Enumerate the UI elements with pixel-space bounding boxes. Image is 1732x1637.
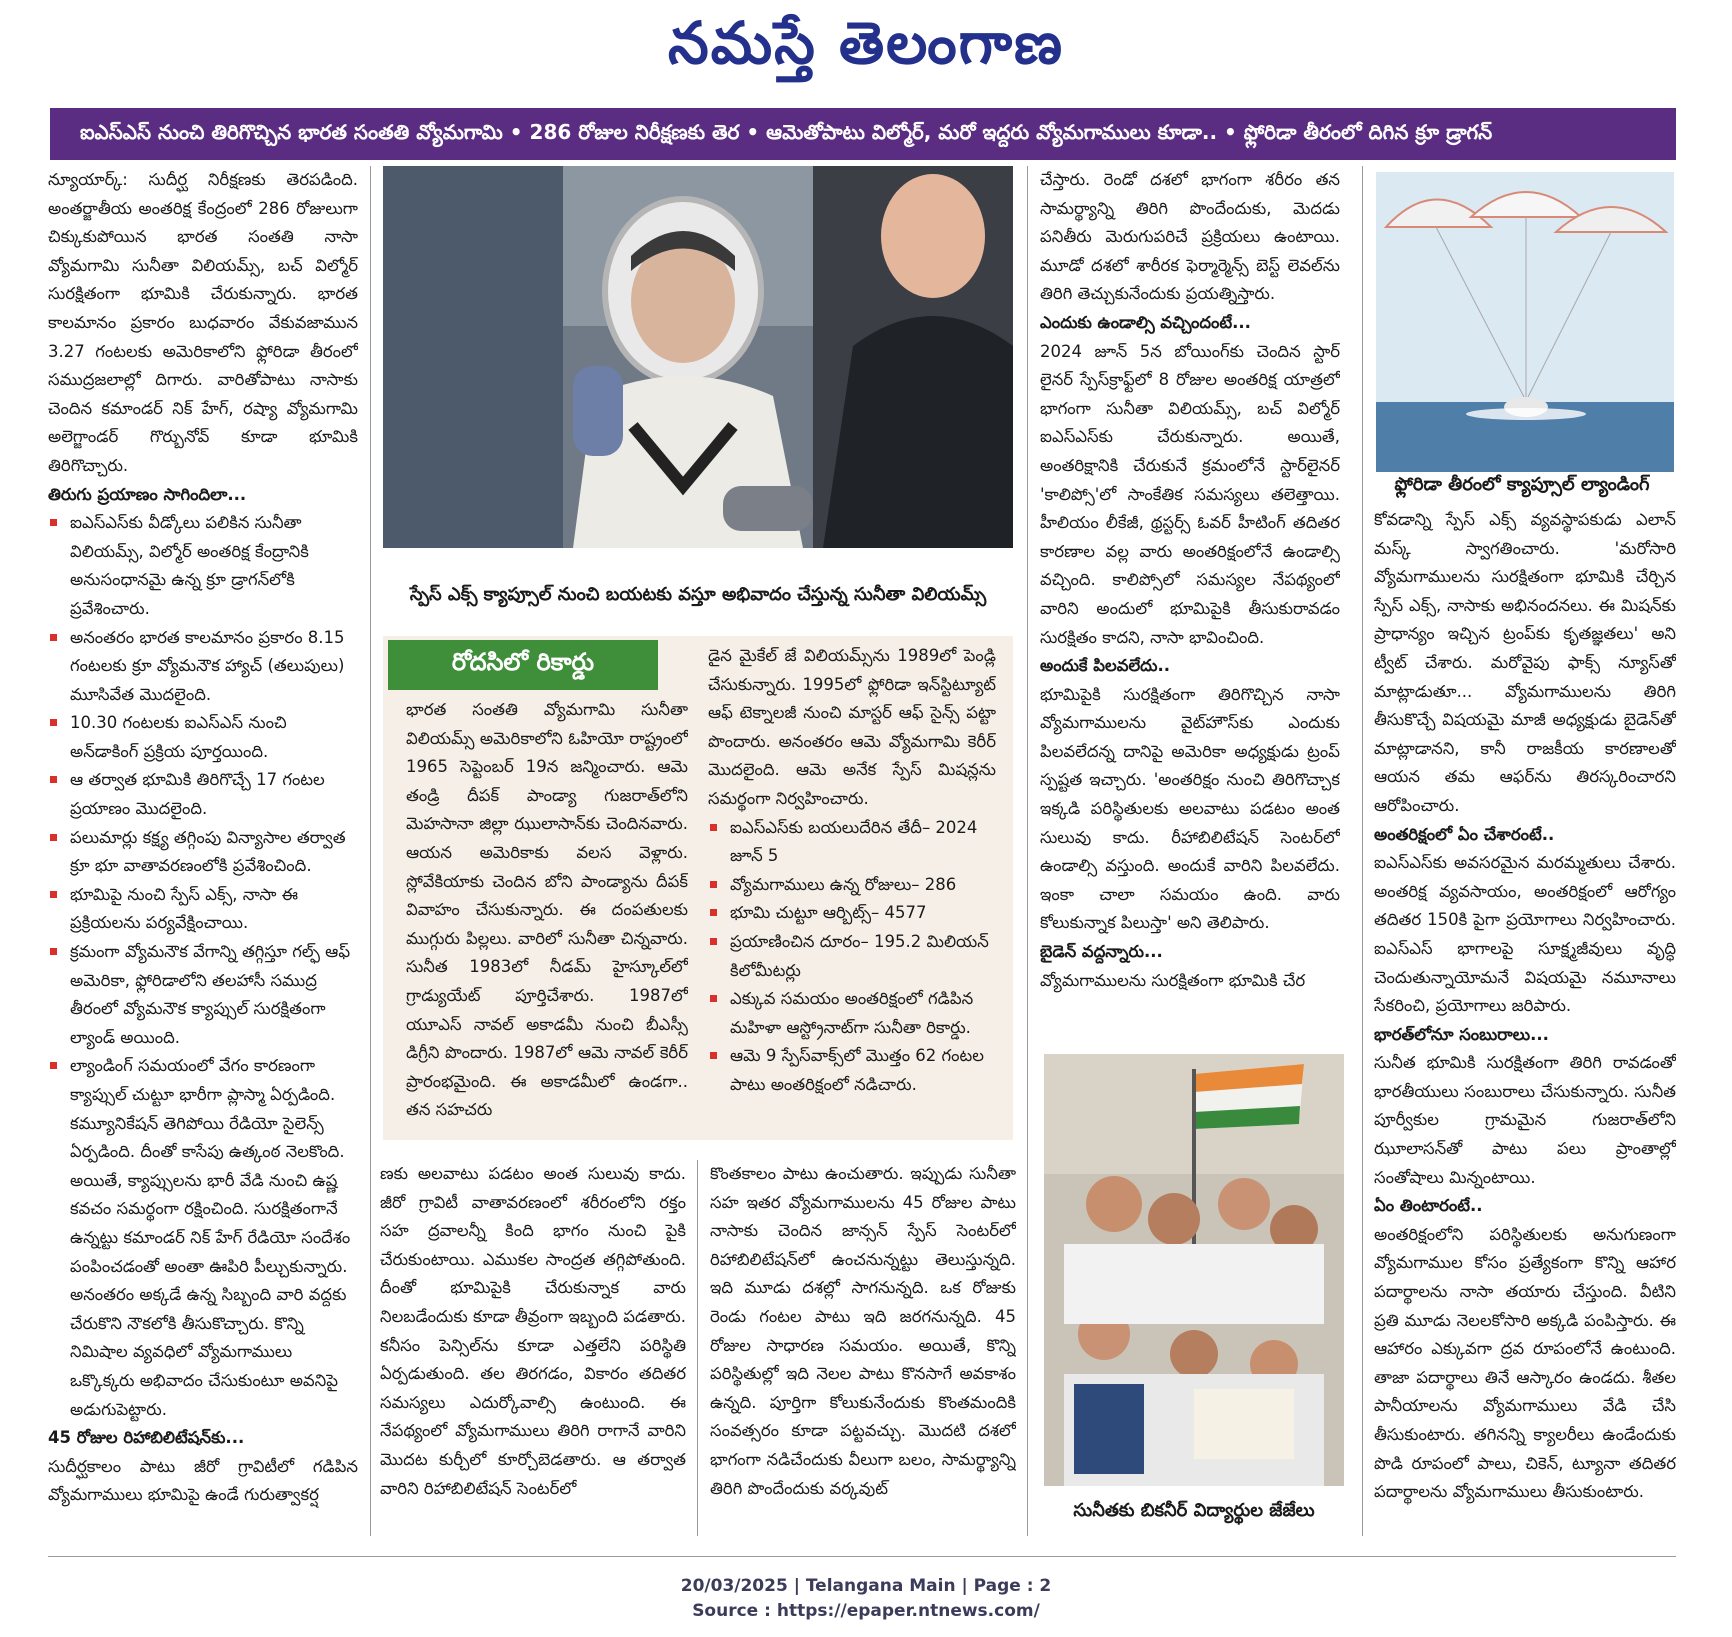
subhead-work-in-space: అంతరిక్షంలో ఏం చేశారంటే..	[1374, 824, 1555, 844]
paragraph: కొంతకాలం పాటు ఉంచుతారు. ఇప్పుడు సునీతా సహ ఇతర వ్యోమగాములను 45 రోజుల పాటు నాసాకు చెందిన జాన్సన్ స్పేస్ సెంటర్‌లో రిహాబిలిటేషన్‌లో ఉంచనున్నట్టు తెలుస్తున్నది. ఇది మూడు దశల్లో సాగనున్నది. ఒక రోజుకు రెండు గంటల పాటు ఇది జరగనున్నది. 45 రోజుల సాధారణ సమయం. అయితే, కొన్ని పరిస్థితుల్లో ఇది నెలల పాటు కొనసాగే అవకాశం ఉన్నది. పూర్తిగా కోలుకునేందుకు కొంతమందికి సంవత్సరం కూడా పట్టవచ్చు. మొదటి దశలో భాగంగా నడిచేందుకు వీలుగా బలం, సామర్థ్యాన్ని తిరిగి పొందేందుకు వర్కవుట్	[710, 1164, 1016, 1498]
list-item: ప్రయాణించిన దూరం– 195.2 మిలియన్ కిలోమీటర్లు	[708, 928, 996, 985]
list-item: ల్యాండింగ్ సమయంలో వేగం కారణంగా క్యాప్సుల్ చుట్టూ భారీగా ప్లాస్మా ఏర్పడింది. కమ్యూనికేషన్ తెగిపోయి రేడియో సైలెన్స్ ఏర్పడింది. దీంతో కాసేపు ఉత్కంఠ నెలకొంది. అయితే, క్యాప్సులను భారీ వేడి నుంచి ఉష్ణ కవచం సమర్థంగా రక్షించింది. సురక్షితంగానే ఉన్నట్టు కమాండర్ నిక్ హేగ్ రేడియో సందేశం పంపించడంతో అంతా ఊపిరి పీల్చుకున్నారు. అనంతరం అక్కడే ఉన్న సిబ్బంది వారి వద్దకు చేరుకొని నౌకలోకి తీసుకొచ్చారు. కొన్ని నిమిషాల వ్యవధిలో వ్యోమగాములు ఒక్కొక్కరు అభివాదం చేసుకుంటూ అవనిపై అడుగుపెట్టారు.	[48, 1052, 358, 1424]
paragraph: అంతరిక్షంలోని పరిస్థితులకు అనుగుణంగా వ్యోమగాముల కోసం ప్రత్యేకంగా కొన్ని ఆహార పదార్థాలను నాసా తయారు చేస్తుంది. వీటిని ప్రతి మూడు నెలలకోసారి అక్కడి పంపిస్తారు. ఈ ఆహారం ఎక్కువగా ద్రవ రూపంలోనే ఉంటుంది. తాజా పదార్థాలు తినే ఆస్కారం ఉండదు. శీతల పానీయాలను వ్యోమగాములు వేడి చేసి తీసుకుంటారు. తగినన్ని క్యాలరీలు ఉండేందుకు పొడి రూపంలో పాలు, చికెన్, ట్యూనా తదితర పదార్థాలను వ్యోమగాములు తీసుకుంటారు.	[1374, 1224, 1676, 1502]
photo-capsule-landing	[1376, 172, 1674, 472]
paragraph: భూమిపైకి సురక్షితంగా తిరిగొచ్చిన నాసా వ్యోమగాములను వైట్‌హౌస్‌కు ఎందుకు పిలవలేదన్న దానిపై అమెరికా అధ్యక్షుడు ట్రంప్ స్పష్టత ఇచ్చారు. 'అంతరిక్షం నుంచి తిరిగొచ్చాక ఇక్కడి పరిస్థితులకు అలవాటు పడటం అంత సులువు కాదు. రీహాబిలిటేషన్ సెంటర్‌లో ఉండాల్సి వస్తుంది. అందుకే వారిని పిలవలేదు. ఇంకా చాలా సమయం ఉంది. వారు కోలుకున్నాక పిలుస్తా' అని తెలిపారు.	[1040, 684, 1340, 933]
list-item: ఎక్కువ సమయం అంతరిక్షంలో గడిపిన మహిళా ఆస్ట్రోనాట్‌గా సునీతా రికార్డు.	[708, 985, 996, 1042]
record-bio-continued: డైన మైకేల్ జే విలియమ్స్‌ను 1989లో పెండ్లి చేసుకున్నారు. 1995లో ఫ్లోరిడా ఇన్‌స్టిట్యూట్ ఆఫ్ టెక్నాలజీ నుంచి మాస్టర్ ఆఫ్ సైన్స్ పట్టా పొందారు. అనంతరం ఆమె వ్యోమగామి కెరీర్ మొదలైంది. ఆమె అనేక స్పేస్ మిషన్లను సమర్థంగా నిర్వహించారు.	[708, 646, 996, 808]
column-divider	[1027, 166, 1028, 1536]
list-item: ఐఎస్‌ఎస్‌కు బయలుదేరిన తేదీ– 2024 జూన్ 5	[708, 814, 996, 871]
paragraph: వ్యోమగాములను సురక్షితంగా భూమికి చేర	[1040, 970, 1306, 990]
footer-date-line: 20/03/2025 | Telangana Main | Page : 2	[680, 1576, 1052, 1596]
list-item: ఆ తర్వాత భూమికి తిరిగొచ్చే 17 గంటల ప్రయాణం మొదలైంది.	[48, 766, 358, 823]
column-2-bottom	[380, 1160, 686, 1540]
record-box-title: రోదసిలో రికార్డు	[388, 640, 658, 690]
column-1	[48, 166, 358, 1540]
paragraph: సునీత భూమికి సురక్షితంగా తిరిగి రావడంతో భారతీయులు సంబురాలు చేసుకున్నారు. సునీత పూర్వీకుల గ్రామమైన గుజరాత్‌లోని ఝూలాసన్‌తో పాటు పలు ప్రాంతాల్లో సంతోషాలు మిన్నంటాయి.	[1374, 1053, 1676, 1187]
list-item: అనంతరం భారత కాలమానం ప్రకారం 8.15 గంటలకు క్రూ వ్యోమనౌక హ్యాచ్ (తలుపులు) మూసివేత మొదలైంది.	[48, 624, 358, 710]
paragraph: చేస్తారు. రెండో దశలో భాగంగా శరీరం తన సామర్థ్యాన్ని తిరిగి పొందేందుకు, మెదడు పనితీరు మెరుగుపరిచే ప్రక్రియలు ఉంటాయి. మూడో దశలో శారీరక ఫెర్మార్మెన్స్ బెస్ట్ లెవల్‌ను తిరిగి తెచ్చుకునేందుకు ప్రయత్నిస్తారు.	[1040, 170, 1340, 304]
list-item: వ్యోమగాములు ఉన్న రోజులు– 286	[708, 871, 996, 900]
newspaper-title: నమస్తే తెలంగాణ	[668, 8, 1064, 77]
page-bottom-rule	[48, 1556, 1676, 1557]
subhead-why-stayed: ఎందుకు ఉండాల్సి వచ్చిందంటే...	[1040, 312, 1251, 332]
column-divider	[1362, 166, 1363, 1536]
subhead-celebrations-india: భారత్‌లోనూ సంబురాలు...	[1374, 1024, 1549, 1044]
journey-bullets	[48, 509, 358, 1424]
column-3-bottom	[710, 1160, 1016, 1540]
subhead-rehabilitation: 45 రోజుల రిహాబిలిటేషన్‌కు...	[48, 1428, 245, 1448]
subhead-food: ఏం తింటారంటే..	[1374, 1196, 1483, 1216]
list-item: 10.30 గంటలకు ఐఎస్‌ఎస్ నుంచి అన్‌డాకింగ్ ప్రక్రియ పూర్తయింది.	[48, 709, 358, 766]
list-item: భూమిపై నుంచి స్పేస్ ఎక్స్, నాసా ఈ ప్రక్రియలను పర్యవేక్షించాయి.	[48, 881, 358, 938]
subhead-return-journey: తిరుగు ప్రయాణం సాగిందిలా...	[48, 484, 247, 504]
list-item: పలుమార్లు కక్ష్య తగ్గింపు విన్యాసాల తర్వాత క్రూ భూ వాతావరణంలోకి ప్రవేశించింది.	[48, 824, 358, 881]
column-divider	[370, 166, 371, 1536]
masthead	[0, 0, 1732, 100]
record-bio-paragraph: భారత సంతతి వ్యోమగామి సునీతా విలియమ్స్ అమెరికాలోని ఓహియో రాష్ట్రంలో 1965 సెప్టెంబర్ 19న జన్మించారు. ఆమె తండ్రి దీపక్ పాండ్యా గుజరాత్‌లోని మెహసానా జిల్లా ఝులాసాన్‌కు చెందినవారు. ఆయన అమెరికాకు వలస వెళ్లారు. స్లోవేకియాకు చెందిన బోని పాండ్యాను దీపక్ వివాహం చేసుకున్నారు. ఈ దంపతులకు ముగ్గురు పిల్లలు. వారిలో సునీతా చిన్నవారు. సునీత 1983లో నీడమ్ హైస్కూల్‌లో గ్రాడ్యుయేట్ పూర్తిచేశారు. 1987లో యూఎస్ నావల్ అకాడమీ నుంచి బీఎస్సీ డిగ్రీని పొందారు. 1987లో ఆమె నావల్ కెరీర్ ప్రారంభమైంది. ఈ అకాడమీలో ఉండగా.. తన సహచరు	[406, 700, 688, 1120]
subhead-biden: బైడెన్ వద్దన్నారు...	[1040, 942, 1163, 962]
paragraph: ణకు అలవాటు పడటం అంత సులువు కాదు. జీరో గ్రావిటీ వాతావరణంలో శరీరంలోని రక్తం సహ ద్రవాలన్నీ కింది భాగం నుంచి పైకి చేరుకుంటాయి. ఎముకల సాంద్రత తగ్గిపోతుంది. దీంతో భూమిపైకి చేరుకున్నాక వారు నిలబడేందుకు కూడా తీవ్రంగా ఇబ్బంది పడతారు. కనీసం పెన్సిల్‌ను కూడా ఎత్తలేని పరిస్థితి ఏర్పడుతుంది. తల తిరగడం, వికారం తదితర సమస్యలు ఎదుర్కోవాల్సి ఉంటుంది. ఈ నేపథ్యంలో వ్యోమగాములు తిరిగి రాగానే వారిని మొదట కుర్చీలో కూర్చోబెడతారు. ఆ తర్వాత వారిని రిహాబిలిటేషన్ సెంటర్‌లో	[380, 1164, 686, 1498]
list-item: ఆమె 9 స్పేస్‌వాక్స్‌లో మొత్తం 62 గంటల పాటు అంతరిక్షంలో నడిచారు.	[708, 1042, 996, 1099]
footer-source-line: Source : https://epaper.ntnews.com/	[692, 1601, 1040, 1621]
record-box-right-text	[708, 642, 996, 1138]
headline-strip: ఐఎస్‌ఎస్ నుంచి తిరిగొచ్చిన భారత సంతతి వ్యోమగామి • 286 రోజుల నిరీక్షణకు తెర • ఆమెతోపాటు విల్మోర్, మరో ఇద్దరు వ్యోమగాములు కూడా.. • ఫ్లోరిడా తీరంలో దిగిన క్రూ డ్రాగన్	[50, 108, 1676, 160]
students-photo-illustration	[1044, 1054, 1344, 1486]
record-facts-list	[708, 814, 996, 1100]
subhead-not-invited: అందుకే పిలవలేదు..	[1040, 656, 1171, 676]
capsule-photo-illustration	[1376, 172, 1674, 472]
astronaut-photo-illustration	[383, 166, 1013, 548]
column-4	[1040, 166, 1340, 1046]
column-5	[1374, 506, 1676, 1540]
paragraph: సుదీర్ఘకాలం పాటు జీరో గ్రావిటీలో గడిపిన వ్యోమగాములు భూమిపై ఉండే గురుత్వాకర్ష	[48, 1456, 358, 1505]
photo-astronaut-waving	[383, 166, 1013, 548]
photo-students-celebrating	[1044, 1054, 1344, 1486]
main-photo-caption: స్పేస్ ఎక్స్ క్యాప్సూల్ నుంచి బయటకు వస్తూ అభివాదం చేస్తున్న సునీతా విలియమ్స్	[409, 584, 987, 605]
list-item: భూమి చుట్టూ ఆర్బిట్స్– 4577	[708, 899, 996, 928]
lead-paragraph: న్యూయార్క్: సుదీర్ఘ నిరీక్షణకు తెరపడింది. అంతర్జాతీయ అంతరిక్ష కేంద్రంలో 286 రోజులుగా చిక్కుకుపోయిన భారత సంతతి నాసా వ్యోమగామి సునీతా విలియమ్స్, బచ్ విల్మోర్ సురక్షితంగా భూమికి చేరుకున్నారు. భారత కాలమానం ప్రకారం బుధవారం వేకువజామున 3.27 గంటలకు అమెరికాలోని ఫ్లోరిడా తీరంలో సముద్రజలాల్లో దిగారు. వారితోపాటు నాసాకు చెందిన కమాండర్ నిక్ హేగ్, రష్యా వ్యోమగామి అలెగ్జాండర్ గొర్బునోవ్ కూడా భూమికి తిరిగొచ్చారు.	[48, 170, 358, 475]
paragraph: ఐఎస్‌ఎస్‌కు అవసరమైన మరమ్మతులు చేశారు. అంతరిక్ష వ్యవసాయం, అంతరిక్షంలో ఆరోగ్యం తదితర 150కి పైగా ప్రయోగాలు నిర్వహించారు. ఐఎస్‌ఎస్ భాగాలపై సూక్ష్మజీవులు వృద్ధి చెందుతున్నాయోమనే విషయమై నమూనాలు సేకరించి, ప్రయోగాలు జరిపారు.	[1374, 853, 1676, 1016]
students-photo-caption: సునీతకు బికనీర్ విద్యార్థుల జేజేలు	[1073, 1500, 1315, 1521]
list-item: క్రమంగా వ్యోమనౌక వేగాన్ని తగ్గిస్తూ గల్ఫ్ ఆఫ్ అమెరికా, ఫ్లోరిడాలోని తలహాసీ సముద్ర తీరంలో వ్యోమనౌక క్యాప్సుల్ సురక్షితంగా ల్యాండ్ అయింది.	[48, 938, 358, 1052]
capsule-photo-caption: ఫ్లోరిడా తీరంలో క్యాప్సూల్ ల్యాండింగ్	[1394, 474, 1650, 495]
paragraph: కోవడాన్ని స్పేస్ ఎక్స్ వ్యవస్థాపకుడు ఎలాన్ మస్క్ స్వాగతించారు. 'మరోసారి వ్యోమగాములను సురక్షితంగా భూమికి చేర్చిన స్పేస్ ఎక్స్, నాసాకు అభినందనలు. ఈ మిషన్‌కు ప్రాధాన్యం ఇచ్చిన ట్రంప్‌కు కృతజ్ఞతలు' అని ట్వీట్ చేశారు. మరోవైపు ఫాక్స్ న్యూస్‌తో మాట్లాడుతూ... వ్యోమగాములను తిరిగి తీసుకొచ్చే విషయమై మాజీ అధ్యక్షుడు బైడెన్‌తో మాట్లాడానని, కానీ రాజకీయ కారణాలతో ఆయన తమ ఆఫర్‌ను తిరస్కరించారని ఆరోపించారు.	[1374, 510, 1676, 815]
record-box-left-text	[406, 696, 688, 1136]
column-divider	[697, 1160, 698, 1536]
paragraph: 2024 జూన్ 5న బోయింగ్‌కు చెందిన స్టార్ లైనర్ స్పేస్‌క్రాఫ్ట్‌లో 8 రోజుల అంతరిక్ష యాత్రలో భాగంగా సునీతా విలియమ్స్, బచ్ విల్మోర్ ఐఎస్‌ఎస్‌కు చేరుకున్నారు. అయితే, అంతరిక్షానికి చేరుకునే క్రమంలోనే స్టార్‌లైనర్ 'కాలిప్సో'లో సాంకేతిక సమస్యలు తలెత్తాయి. హీలియం లీకేజీ, థ్రస్టర్స్ ఓవర్ హీటింగ్ తదితర కారణాల వల్ల వారు అంతరిక్షంలోనే ఉండాల్సి వచ్చింది. కాలిప్సోలో సమస్యల నేపథ్యంలో వారిని అందులో భూమిపైకి తీసుకురావడం సురక్షితం కాదని, నాసా భావించింది.	[1040, 341, 1340, 647]
list-item: ఐఎస్‌ఎస్‌కు వీడ్కోలు పలికిన సునీతా విలియమ్స్, విల్మోర్ అంతరిక్ష కేంద్రానికి అనుసంధానమై ఉన్న క్రూ డ్రాగన్‌లోకి ప్రవేశించారు.	[48, 509, 358, 623]
